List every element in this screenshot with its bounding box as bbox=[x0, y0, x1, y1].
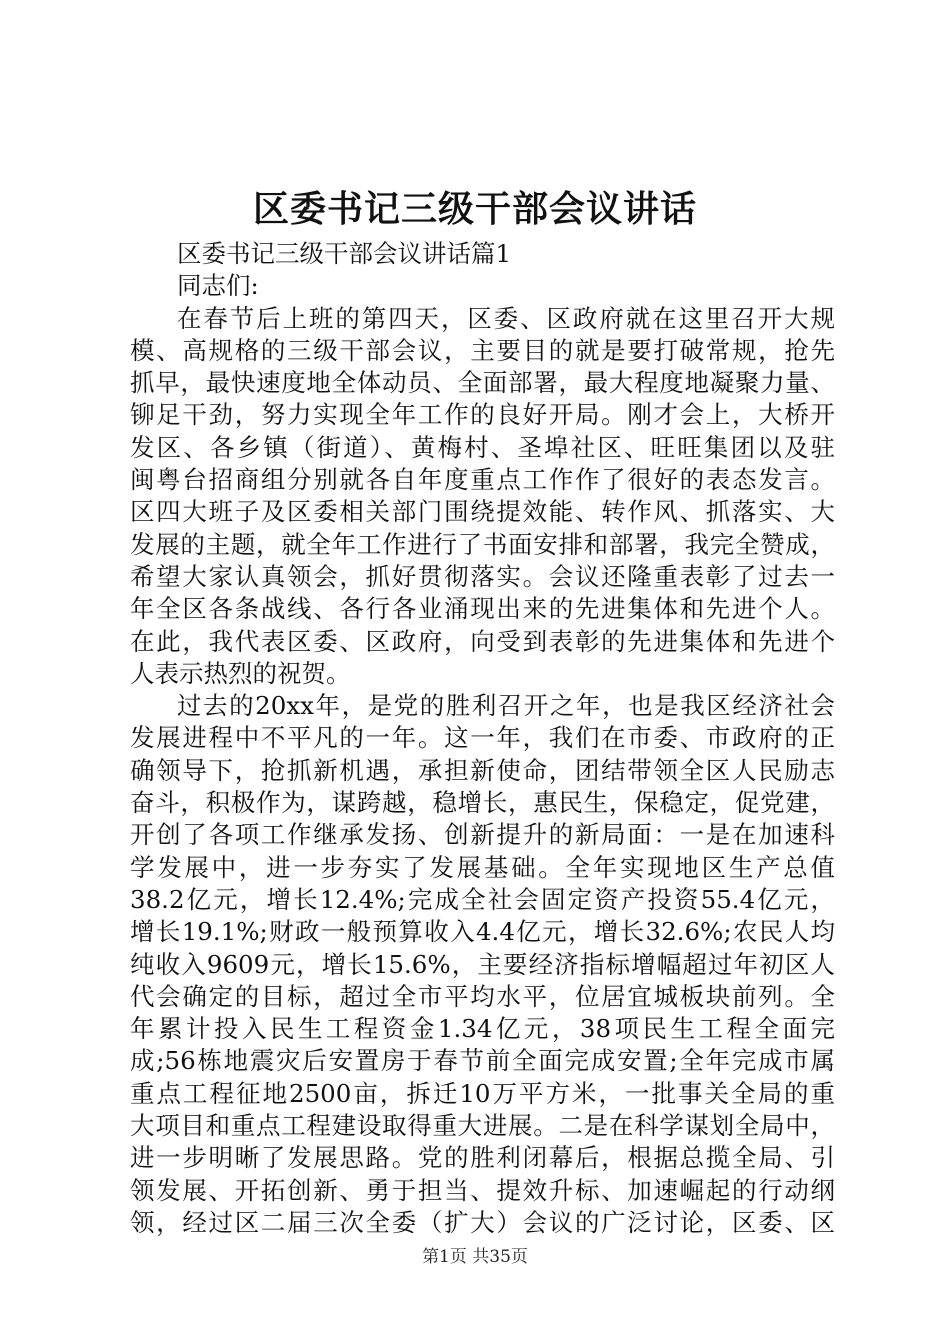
text-line: 成;56栋地震灾后安置房于春节前全面完成安置;全年完成市属 bbox=[130, 1046, 835, 1076]
text-line: 38.2亿元，增长12.4%;完成全社会固定资产投资55.4亿元， bbox=[130, 884, 835, 914]
text-line: 发展的主题，就全年工作进行了书面安排和部署，我完全赞成， bbox=[130, 529, 835, 559]
text-line: 抓早，最快速度地全体动员、全面部署，最大程度地凝聚力量、 bbox=[130, 368, 835, 398]
text-line: 学发展中，进一步夯实了发展基础。全年实现地区生产总值 bbox=[130, 852, 835, 882]
text-line: 年全区各条战线、各行各业涌现出来的先进集体和先进个人。 bbox=[130, 594, 835, 624]
text-line: 模、高规格的三级干部会议，主要目的就是要打破常规，抢先 bbox=[130, 335, 835, 365]
page-footer: 第1页 共35页 bbox=[422, 1247, 528, 1267]
text-line: 闽粤台招商组分别就各自年度重点工作作了很好的表态发言。 bbox=[130, 465, 835, 495]
text-line: 在春节后上班的第四天，区委、区政府就在这里召开大规 bbox=[177, 303, 835, 333]
document-body bbox=[130, 238, 835, 1239]
text-line: 重点工程征地2500亩，拆迁10万平方米，一批事关全局的重 bbox=[130, 1078, 835, 1108]
text-line: 开创了各项工作继承发扬、创新提升的新局面：一是在加速科 bbox=[130, 820, 835, 850]
text-line: 奋斗，积极作为，谋跨越，稳增长，惠民生，保稳定，促党建， bbox=[130, 788, 835, 818]
text-line: 领，经过区二届三次全委（扩大）会议的广泛讨论，区委、区 bbox=[130, 1207, 835, 1237]
text-line: 进一步明晰了发展思路。党的胜利闭幕后，根据总揽全局、引 bbox=[130, 1143, 835, 1173]
document-title: 区委书记三级干部会议讲话 bbox=[252, 188, 697, 230]
text-line: 纯收入9609元，增长15.6%，主要经济指标增幅超过年初区人 bbox=[130, 949, 835, 979]
text-line: 人表示热烈的祝贺。 bbox=[130, 658, 351, 688]
text-line: 代会确定的目标，超过全市平均水平，位居宜城板块前列。全 bbox=[130, 981, 835, 1011]
text-line: 增长19.1%;财政一般预算收入4.4亿元，增长32.6%;农民人均 bbox=[130, 917, 835, 947]
text-line: 同志们: bbox=[177, 271, 259, 301]
text-line: 大项目和重点工程建设取得重大进展。二是在科学谋划全局中， bbox=[130, 1111, 835, 1141]
text-line: 发展进程中不平凡的一年。这一年，我们在市委、市政府的正 bbox=[130, 723, 835, 753]
text-line: 年累计投入民生工程资金1.34亿元，38项民生工程全面完 bbox=[130, 1014, 835, 1044]
text-line: 确领导下，抢抓新机遇，承担新使命，团结带领全区人民励志 bbox=[130, 755, 835, 785]
text-line: 过去的20xx年，是党的胜利召开之年，也是我区经济社会 bbox=[177, 691, 835, 721]
text-line: 区四大班子及区委相关部门围绕提效能、转作风、抓落实、大 bbox=[130, 497, 835, 527]
text-line: 发区、各乡镇（街道）、黄梅村、圣埠社区、旺旺集团以及驻 bbox=[130, 432, 835, 462]
text-line: 希望大家认真领会，抓好贯彻落实。会议还隆重表彰了过去一 bbox=[130, 561, 835, 591]
text-line: 领发展、开拓创新、勇于担当、提效升标、加速崛起的行动纲 bbox=[130, 1175, 835, 1205]
text-line: 区委书记三级干部会议讲话篇1 bbox=[177, 239, 512, 268]
text-line: 在此，我代表区委、区政府，向受到表彰的先进集体和先进个 bbox=[130, 626, 835, 656]
text-line: 铆足干劲，努力实现全年工作的良好开局。刚才会上，大桥开 bbox=[130, 400, 835, 430]
